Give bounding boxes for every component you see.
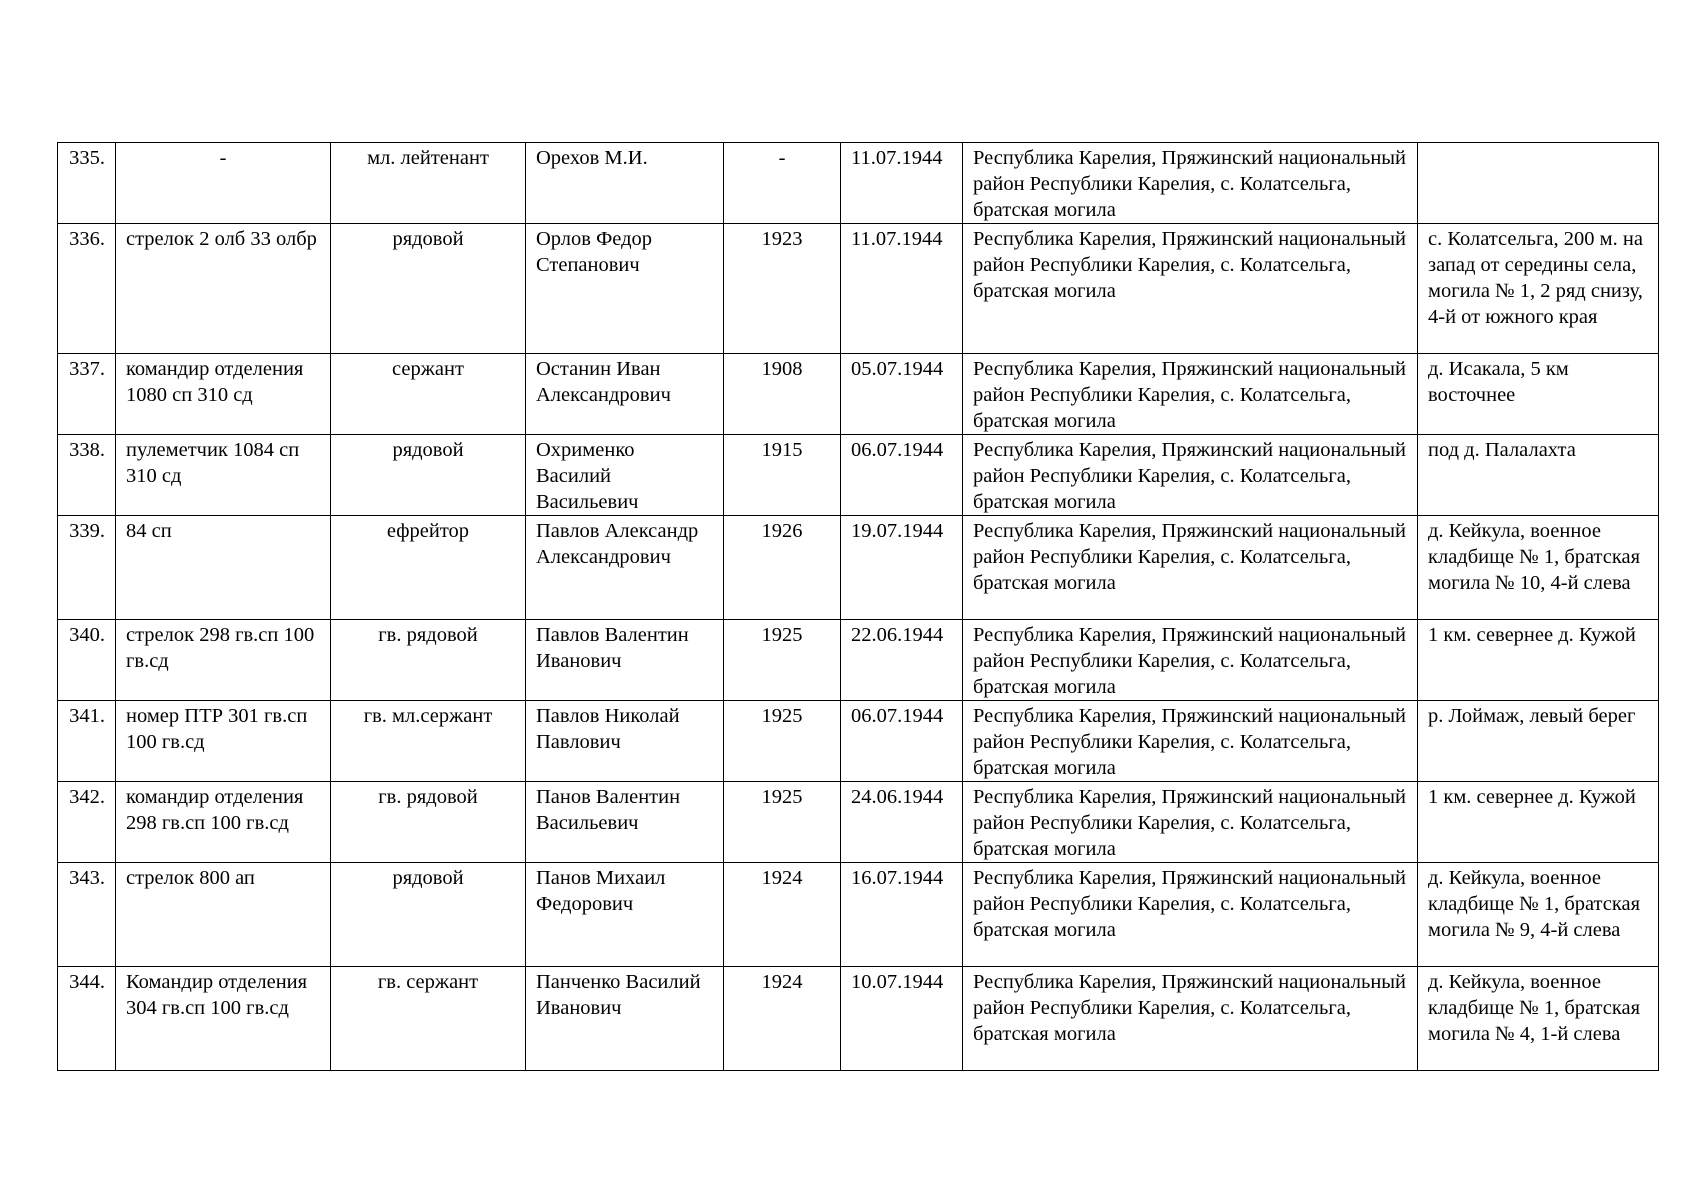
- initial-burial-cell: 1 км. севернее д. Кужой: [1418, 782, 1659, 863]
- birth-year-cell: 1925: [724, 701, 841, 782]
- table-row: [58, 516, 1659, 620]
- unit-cell: командир отделения 298 гв.сп 100 гв.сд: [116, 782, 331, 863]
- death-date-cell: 11.07.1944: [841, 224, 963, 354]
- burial-place-cell: Республика Карелия, Пряжинский национальный район Республики Карелия, с. Колатсельга, братская могила: [963, 354, 1418, 435]
- name-cell: Панов Валентин Васильевич: [526, 782, 724, 863]
- death-date-cell: 16.07.1944: [841, 863, 963, 967]
- unit-cell: стрелок 2 олб 33 олбр: [116, 224, 331, 354]
- burial-place-cell: Республика Карелия, Пряжинский национальный район Республики Карелия, с. Колатсельга, братская могила: [963, 701, 1418, 782]
- death-date-cell: 05.07.1944: [841, 354, 963, 435]
- birth-year-cell: 1915: [724, 435, 841, 516]
- rank-cell: рядовой: [331, 863, 526, 967]
- death-date-cell: 06.07.1944: [841, 435, 963, 516]
- name-cell: Орлов Федор Степанович: [526, 224, 724, 354]
- row-number: 337.: [58, 354, 116, 435]
- birth-year-cell: -: [724, 143, 841, 224]
- name-cell: Павлов Николай Павлович: [526, 701, 724, 782]
- table-row: [58, 354, 1659, 435]
- initial-burial-cell: д. Кейкула, военное кладбище № 1, братская могила № 4, 1-й слева: [1418, 967, 1659, 1071]
- name-cell: Охрименко Василий Васильевич: [526, 435, 724, 516]
- initial-burial-cell: д. Кейкула, военное кладбище № 1, братская могила № 10, 4-й слева: [1418, 516, 1659, 620]
- rank-cell: рядовой: [331, 224, 526, 354]
- unit-cell: номер ПТР 301 гв.сп 100 гв.сд: [116, 701, 331, 782]
- rank-cell: гв. сержант: [331, 967, 526, 1071]
- death-date-cell: 19.07.1944: [841, 516, 963, 620]
- birth-year-cell: 1925: [724, 782, 841, 863]
- burial-place-cell: Республика Карелия, Пряжинский национальный район Республики Карелия, с. Колатсельга, братская могила: [963, 782, 1418, 863]
- burial-place-cell: Республика Карелия, Пряжинский национальный район Республики Карелия, с. Колатсельга, братская могила: [963, 224, 1418, 354]
- row-number: 341.: [58, 701, 116, 782]
- initial-burial-cell: д. Исакала, 5 км восточнее: [1418, 354, 1659, 435]
- rank-cell: мл. лейтенант: [331, 143, 526, 224]
- row-number: 344.: [58, 967, 116, 1071]
- unit-cell: пулеметчик 1084 сп 310 сд: [116, 435, 331, 516]
- unit-cell: стрелок 800 ап: [116, 863, 331, 967]
- rank-cell: ефрейтор: [331, 516, 526, 620]
- birth-year-cell: 1924: [724, 967, 841, 1071]
- name-cell: Павлов Валентин Иванович: [526, 620, 724, 701]
- initial-burial-cell: д. Кейкула, военное кладбище № 1, братская могила № 9, 4-й слева: [1418, 863, 1659, 967]
- initial-burial-cell: р. Лоймаж, левый берег: [1418, 701, 1659, 782]
- name-cell: Панченко Василий Иванович: [526, 967, 724, 1071]
- death-date-cell: 24.06.1944: [841, 782, 963, 863]
- table-row: [58, 143, 1659, 224]
- burial-place-cell: Республика Карелия, Пряжинский национальный район Республики Карелия, с. Колатсельга, братская могила: [963, 863, 1418, 967]
- birth-year-cell: 1925: [724, 620, 841, 701]
- birth-year-cell: 1908: [724, 354, 841, 435]
- row-number: 340.: [58, 620, 116, 701]
- unit-cell: Командир отделения 304 гв.сп 100 гв.сд: [116, 967, 331, 1071]
- name-cell: Орехов М.И.: [526, 143, 724, 224]
- row-number: 343.: [58, 863, 116, 967]
- table-row: [58, 435, 1659, 516]
- burial-place-cell: Республика Карелия, Пряжинский национальный район Республики Карелия, с. Колатсельга, братская могила: [963, 967, 1418, 1071]
- row-number: 336.: [58, 224, 116, 354]
- table-row: [58, 967, 1659, 1071]
- death-date-cell: 22.06.1944: [841, 620, 963, 701]
- initial-burial-cell: с. Колатсельга, 200 м. на запад от середины села, могила № 1, 2 ряд снизу, 4-й от южного края: [1418, 224, 1659, 354]
- rank-cell: гв. мл.сержант: [331, 701, 526, 782]
- unit-cell: стрелок 298 гв.сп 100 гв.сд: [116, 620, 331, 701]
- death-date-cell: 10.07.1944: [841, 967, 963, 1071]
- name-cell: Павлов Александр Александрович: [526, 516, 724, 620]
- death-date-cell: 11.07.1944: [841, 143, 963, 224]
- burial-place-cell: Республика Карелия, Пряжинский национальный район Республики Карелия, с. Колатсельга, братская могила: [963, 435, 1418, 516]
- burial-place-cell: Республика Карелия, Пряжинский национальный район Республики Карелия, с. Колатсельга, братская могила: [963, 516, 1418, 620]
- birth-year-cell: 1926: [724, 516, 841, 620]
- burial-place-cell: Республика Карелия, Пряжинский национальный район Республики Карелия, с. Колатсельга, братская могила: [963, 143, 1418, 224]
- row-number: 335.: [58, 143, 116, 224]
- initial-burial-cell: [1418, 143, 1659, 224]
- rank-cell: гв. рядовой: [331, 782, 526, 863]
- table-row: [58, 224, 1659, 354]
- death-date-cell: 06.07.1944: [841, 701, 963, 782]
- burial-records-table: [57, 142, 1659, 1071]
- row-number: 339.: [58, 516, 116, 620]
- document-page: [57, 142, 1658, 1071]
- unit-cell: командир отделения 1080 сп 310 сд: [116, 354, 331, 435]
- burial-place-cell: Республика Карелия, Пряжинский национальный район Республики Карелия, с. Колатсельга, братская могила: [963, 620, 1418, 701]
- rank-cell: сержант: [331, 354, 526, 435]
- table-row: [58, 620, 1659, 701]
- row-number: 342.: [58, 782, 116, 863]
- row-number: 338.: [58, 435, 116, 516]
- name-cell: Панов Михаил Федорович: [526, 863, 724, 967]
- table-row: [58, 863, 1659, 967]
- table-body: [58, 143, 1659, 1071]
- unit-cell: -: [116, 143, 331, 224]
- birth-year-cell: 1923: [724, 224, 841, 354]
- table-row: [58, 782, 1659, 863]
- rank-cell: рядовой: [331, 435, 526, 516]
- table-row: [58, 701, 1659, 782]
- unit-cell: 84 сп: [116, 516, 331, 620]
- initial-burial-cell: 1 км. севернее д. Кужой: [1418, 620, 1659, 701]
- name-cell: Останин Иван Александрович: [526, 354, 724, 435]
- initial-burial-cell: под д. Палалахта: [1418, 435, 1659, 516]
- rank-cell: гв. рядовой: [331, 620, 526, 701]
- birth-year-cell: 1924: [724, 863, 841, 967]
